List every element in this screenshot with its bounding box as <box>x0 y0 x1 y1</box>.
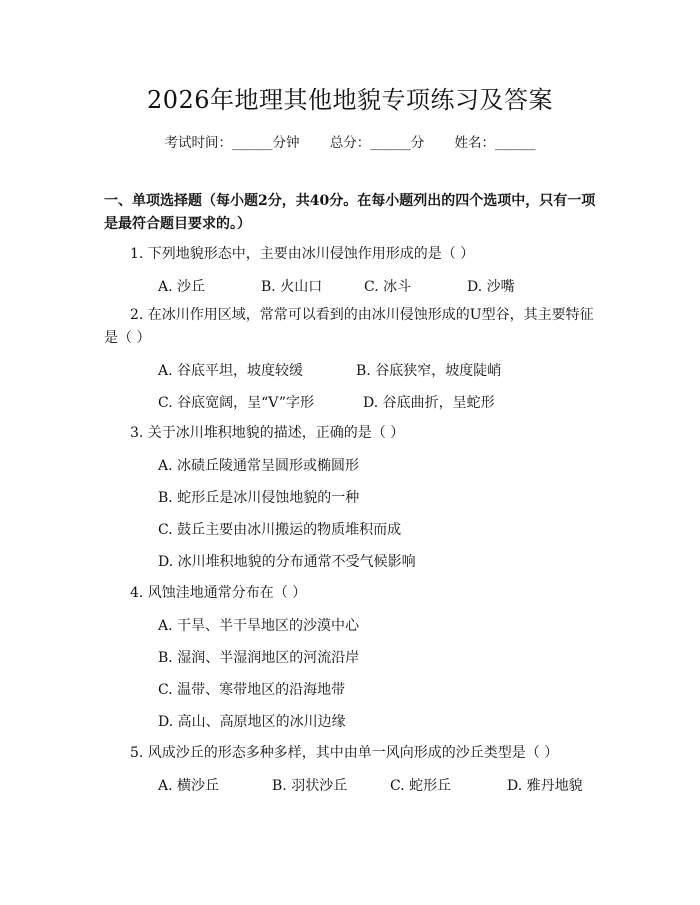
option-d: D. 冰川堆积地貌的分布通常不受气候影响 <box>158 554 416 570</box>
question-stem: 5. 风成沙丘的形态多种多样，其中由单一风向形成的沙丘类型是（ ） <box>130 745 559 761</box>
student-name-field: 姓名：______ <box>454 135 536 151</box>
option-b: B. 火山口 <box>261 279 323 295</box>
exam-time-field: 考试时间：______分钟 <box>164 135 300 151</box>
question-5-options <box>158 775 583 795</box>
option-d: D. 沙嘴 <box>467 279 515 295</box>
question-1-options <box>158 276 515 296</box>
question-2-options-row-1 <box>158 360 501 380</box>
document-title: 2026年地理其他地貌专项练习及答案 <box>146 86 554 114</box>
question-2 <box>104 304 604 350</box>
option-b: B. 谷底狭窄，坡度陡峭 <box>356 363 502 379</box>
exam-info-line <box>0 131 700 151</box>
option-d: D. 谷底曲折，呈蛇形 <box>363 395 495 411</box>
option-d: D. 高山、高原地区的冰川边缘 <box>158 714 346 730</box>
question-stem: 2. 在冰川作用区域，常常可以看到的由冰川侵蚀形成的U型谷，其主要特征是（ ） <box>104 307 594 346</box>
option-c: C. 蛇形丘 <box>390 778 452 794</box>
option-a: A. 谷底平坦，坡度较缓 <box>158 363 304 379</box>
option-a: A. 冰碛丘陵通常呈圆形或椭圆形 <box>158 458 360 474</box>
question-4 <box>104 582 604 605</box>
question-2-options-row-2 <box>158 392 495 412</box>
question-stem: 3. 关于冰川堆积地貌的描述，正确的是（ ） <box>130 425 405 441</box>
section-heading-single-choice: 一、单项选择题（每小题2分，共40分。在每小题列出的四个选项中，只有一项是最符合题目要求的。） <box>104 193 596 232</box>
option-a: A. 沙丘 <box>158 279 206 295</box>
option-b: B. 羽状沙丘 <box>272 778 348 794</box>
option-a: A. 横沙丘 <box>158 778 220 794</box>
question-5 <box>104 742 604 765</box>
option-a: A. 干旱、半干旱地区的沙漠中心 <box>158 618 360 634</box>
option-c: C. 谷底宽阔，呈“V”字形 <box>158 395 315 411</box>
option-c: C. 鼓丘主要由冰川搬运的物质堆积而成 <box>158 522 402 538</box>
option-c: C. 温带、寒带地区的沿海地带 <box>158 682 346 698</box>
question-stem: 1. 下列地貌形态中，主要由冰川侵蚀作用形成的是（ ） <box>130 246 475 262</box>
option-c: C. 冰斗 <box>364 279 412 295</box>
option-b: B. 蛇形丘是冰川侵蚀地貌的一种 <box>158 490 360 506</box>
question-stem: 4. 风蚀洼地通常分布在（ ） <box>130 585 307 601</box>
question-1 <box>104 243 604 266</box>
option-d: D. 雅丹地貌 <box>507 778 583 794</box>
question-3 <box>104 422 604 445</box>
option-b: B. 湿润、半湿润地区的河流沿岸 <box>158 650 360 666</box>
total-score-field: 总分：______分 <box>329 135 425 151</box>
